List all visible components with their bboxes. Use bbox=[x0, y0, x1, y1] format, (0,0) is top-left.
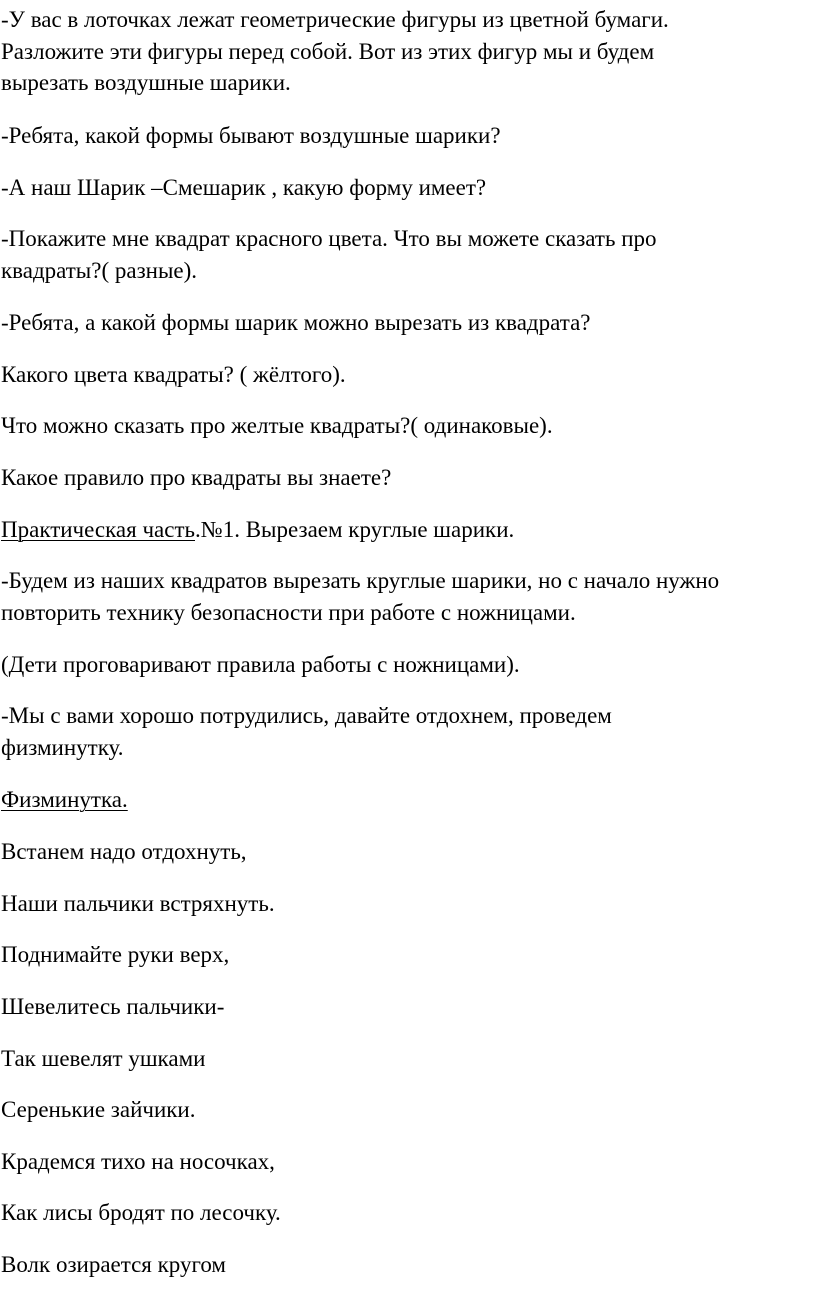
paragraph-line: повторить технику безопасности при работе с ножницами. bbox=[1, 600, 576, 625]
paragraph-line: Какое правило про квадраты вы знаете? bbox=[1, 465, 392, 490]
paragraph-line: -У вас в лоточках лежат геометрические фигуры из цветной бумаги. bbox=[1, 7, 669, 32]
poem-line: Крадемся тихо на носочках, bbox=[1, 1149, 275, 1174]
paragraph-line: физминутку. bbox=[1, 735, 124, 760]
poem-line: Встанем надо отдохнуть, bbox=[1, 839, 247, 864]
paragraph-line: -Ребята, какой формы бывают воздушные шарики? bbox=[1, 123, 501, 148]
poem-line: Как лисы бродят по лесочку. bbox=[1, 1200, 281, 1225]
paragraph-line: -Покажите мне квадрат красного цвета. Что вы можете сказать про bbox=[1, 226, 657, 251]
fizminutka-heading: Физминутка. bbox=[1, 787, 128, 812]
paragraph-line: -Ребята, а какой формы шарик можно вырезать из квадрата? bbox=[1, 310, 591, 335]
practical-part-heading: Практическая часть bbox=[1, 517, 195, 542]
paragraph-line: квадраты?( разные). bbox=[1, 258, 198, 283]
paragraph-line: -А наш Шарик –Смешарик , какую форму имеет? bbox=[1, 175, 487, 200]
poem-line: Так шевелят ушками bbox=[1, 1046, 206, 1071]
practical-part-task: .№1. Вырезаем круглые шарики. bbox=[195, 517, 515, 542]
paragraph-line: вырезать воздушные шарики. bbox=[1, 70, 291, 95]
poem-line: Волк озирается кругом bbox=[1, 1252, 226, 1277]
paragraph-line: -Мы с вами хорошо потрудились, давайте отдохнем, проведем bbox=[1, 703, 612, 728]
poem-line: Шевелитесь пальчики- bbox=[1, 994, 225, 1019]
poem-line: Наши пальчики встряхнуть. bbox=[1, 891, 275, 916]
poem-line: Серенькие зайчики. bbox=[1, 1097, 196, 1122]
paragraph-line: Что можно сказать про желтые квадраты?( одинаковые). bbox=[1, 413, 553, 438]
paragraph-line: Какого цвета квадраты? ( жёлтого). bbox=[1, 362, 346, 387]
paragraph-line: Разложите эти фигуры перед собой. Вот из этих фигур мы и будем bbox=[1, 39, 655, 64]
practical-part-line bbox=[1, 515, 514, 545]
paragraph-line: -Будем из наших квадратов вырезать круглые шарики, но с начало нужно bbox=[1, 568, 720, 593]
paragraph-line: (Дети проговаривают правила работы с ножницами). bbox=[1, 652, 520, 677]
poem-line: Поднимайте руки верх, bbox=[1, 942, 230, 967]
